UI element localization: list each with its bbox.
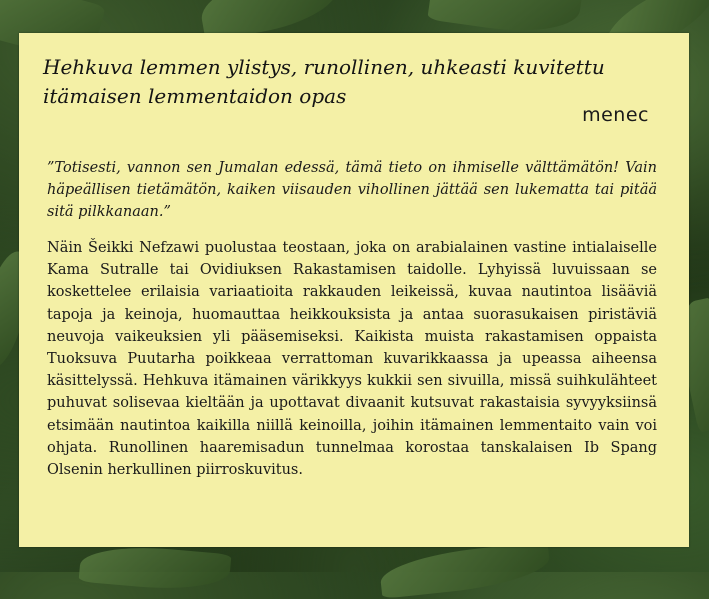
publisher-name: menec: [582, 104, 649, 126]
quote-paragraph: ”Totisesti, vannon sen Jumalan edessä, tämä tieto on ihmiselle välttämätön! Vain häpeällisen tietämätön, kaiken viisauden vihollinen jättää sen lukematta tai pitää sitä pilkkanaan.”: [47, 160, 657, 220]
foliage-leaf: [378, 541, 551, 599]
description-paragraph: Näin Šeikki Nefzawi puolustaa teostaan, joka on arabialainen vastine intialaiselle Kama Sutralle tai Ovidiuksen Rakastamisen taidolle. Lyhyissä luvuissaan se koskettelee erilaisia variaatioita rakkauden leikeissä, kuvaa nautintoa lisääviä tapoja ja keinoja, huomauttaa heikkouksista ja antaa suorasukaisen piristäviä neuvoja vaikeuksien yli pääsemiseksi. Kaikista muista rakastamisen oppaista Tuoksuva Puutarha poikkeaa verrattoman kuvarikkaassa ja upeassa aiheensa käsittelyssä. Hehkuva itämainen värikkyys kukkii sen sivuilla, missä suihkulähteet puhuvat solisevaa kieltään ja upottavat divaanit kutsuvat rakastaisia syvyyksiinsä etsimään nautintoa kaikilla niillä keinoilla, joihin itämainen lemmentaito vain voi ohjata. Runollinen haaremisadun tunnelmaa korostaa tanskalaisen Ib Spang Olsenin herkullinen piirroskuvitus.: [47, 240, 657, 479]
headline: Hehkuva lemmen ylistys, runollinen, uhkeasti kuvitettu itämaisen lemmentaidon opas: [43, 55, 605, 108]
back-cover-text-panel: [19, 33, 689, 547]
foliage-leaf: [79, 542, 232, 595]
